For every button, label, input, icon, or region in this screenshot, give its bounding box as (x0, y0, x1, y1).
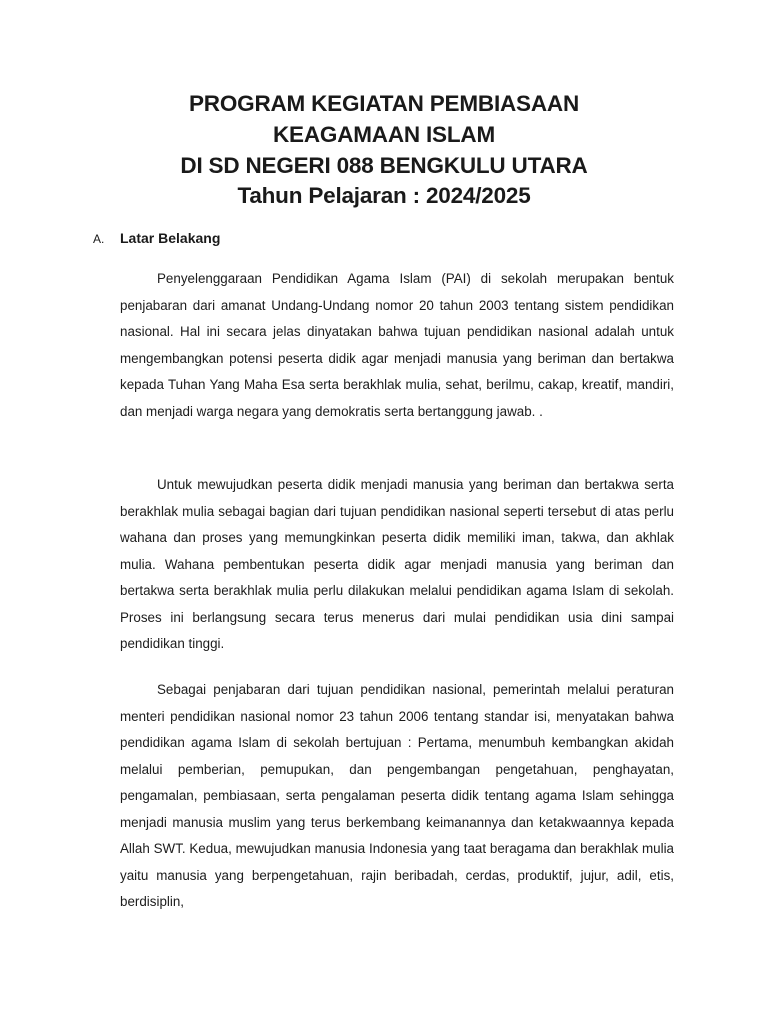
paragraph-text: Untuk mewujudkan peserta didik menjadi manusia yang beriman dan bertakwa serta berakhlak mulia sebagai bagian dari tujuan pendidikan nasional seperti tersebut di atas perlu wahana dan proses yang memungkinkan peserta didik memiliki iman, takwa, dan akhlak mulia. Wahana pembentukan peserta didik agar menjadi manusia yang beriman dan bertakwa serta berakhlak mulia perlu dilakukan melalui pendidikan agama Islam di sekolah. Proses ini berlangsung secara terus menerus dari mulai pendidikan usia dini sampai pendidikan tinggi. (120, 477, 674, 651)
section-letter: A. (93, 232, 105, 246)
section-title: Latar Belakang (120, 230, 221, 246)
paragraph-1 (120, 266, 674, 425)
paragraph-3 (120, 677, 674, 916)
paragraph-text: Sebagai penjabaran dari tujuan pendidikan nasional, pemerintah melalui peraturan menteri pendidikan nasional nomor 23 tahun 2006 tentang standar isi, menyatakan bahwa pendidikan agama Islam di sekolah bertujuan : Pertama, menumbuh kembangkan akidah melalui pemberian, pemupukan, dan pengembangan pengetahuan, penghayatan, pengamalan, pembiasaan, serta pengalaman peserta didik tentang agama Islam sehingga menjadi manusia muslim yang terus berkembang keimanannya dan ketakwaannya kepada Allah SWT. Kedua, mewujudkan manusia Indonesia yang taat beragama dan berakhlak mulia yaitu manusia yang berpengetahuan, rajin beribadah, cerdas, produktif, jujur, adil, etis, berdisiplin, (120, 682, 674, 909)
title-line-school: DI SD NEGERI 088 BENGKULU UTARA (180, 153, 588, 178)
title-line-keagamaan: KEAGAMAAN ISLAM (273, 121, 495, 147)
section-heading-a (93, 229, 220, 248)
document-title (0, 88, 768, 211)
paragraph-2 (120, 472, 674, 658)
title-line-academic-year: Tahun Pelajaran : 2024/2025 (237, 183, 531, 208)
paragraph-text: Penyelenggaraan Pendidikan Agama Islam (PAI) di sekolah merupakan bentuk penjabaran dari amanat Undang-Undang nomor 20 tahun 2003 tentang sistem pendidikan nasional. Hal ini secara jelas dinyatakan bahwa tujuan pendidikan nasional adalah untuk mengembangkan potensi peserta didik agar menjadi manusia yang beriman dan bertakwa kepada Tuhan Yang Maha Esa serta berakhlak mulia, sehat, berilmu, cakap, kreatif, mandiri, dan menjadi warga negara yang demokratis serta bertanggung jawab. . (120, 271, 674, 419)
title-line-program: PROGRAM KEGIATAN PEMBIASAAN (188, 91, 580, 116)
